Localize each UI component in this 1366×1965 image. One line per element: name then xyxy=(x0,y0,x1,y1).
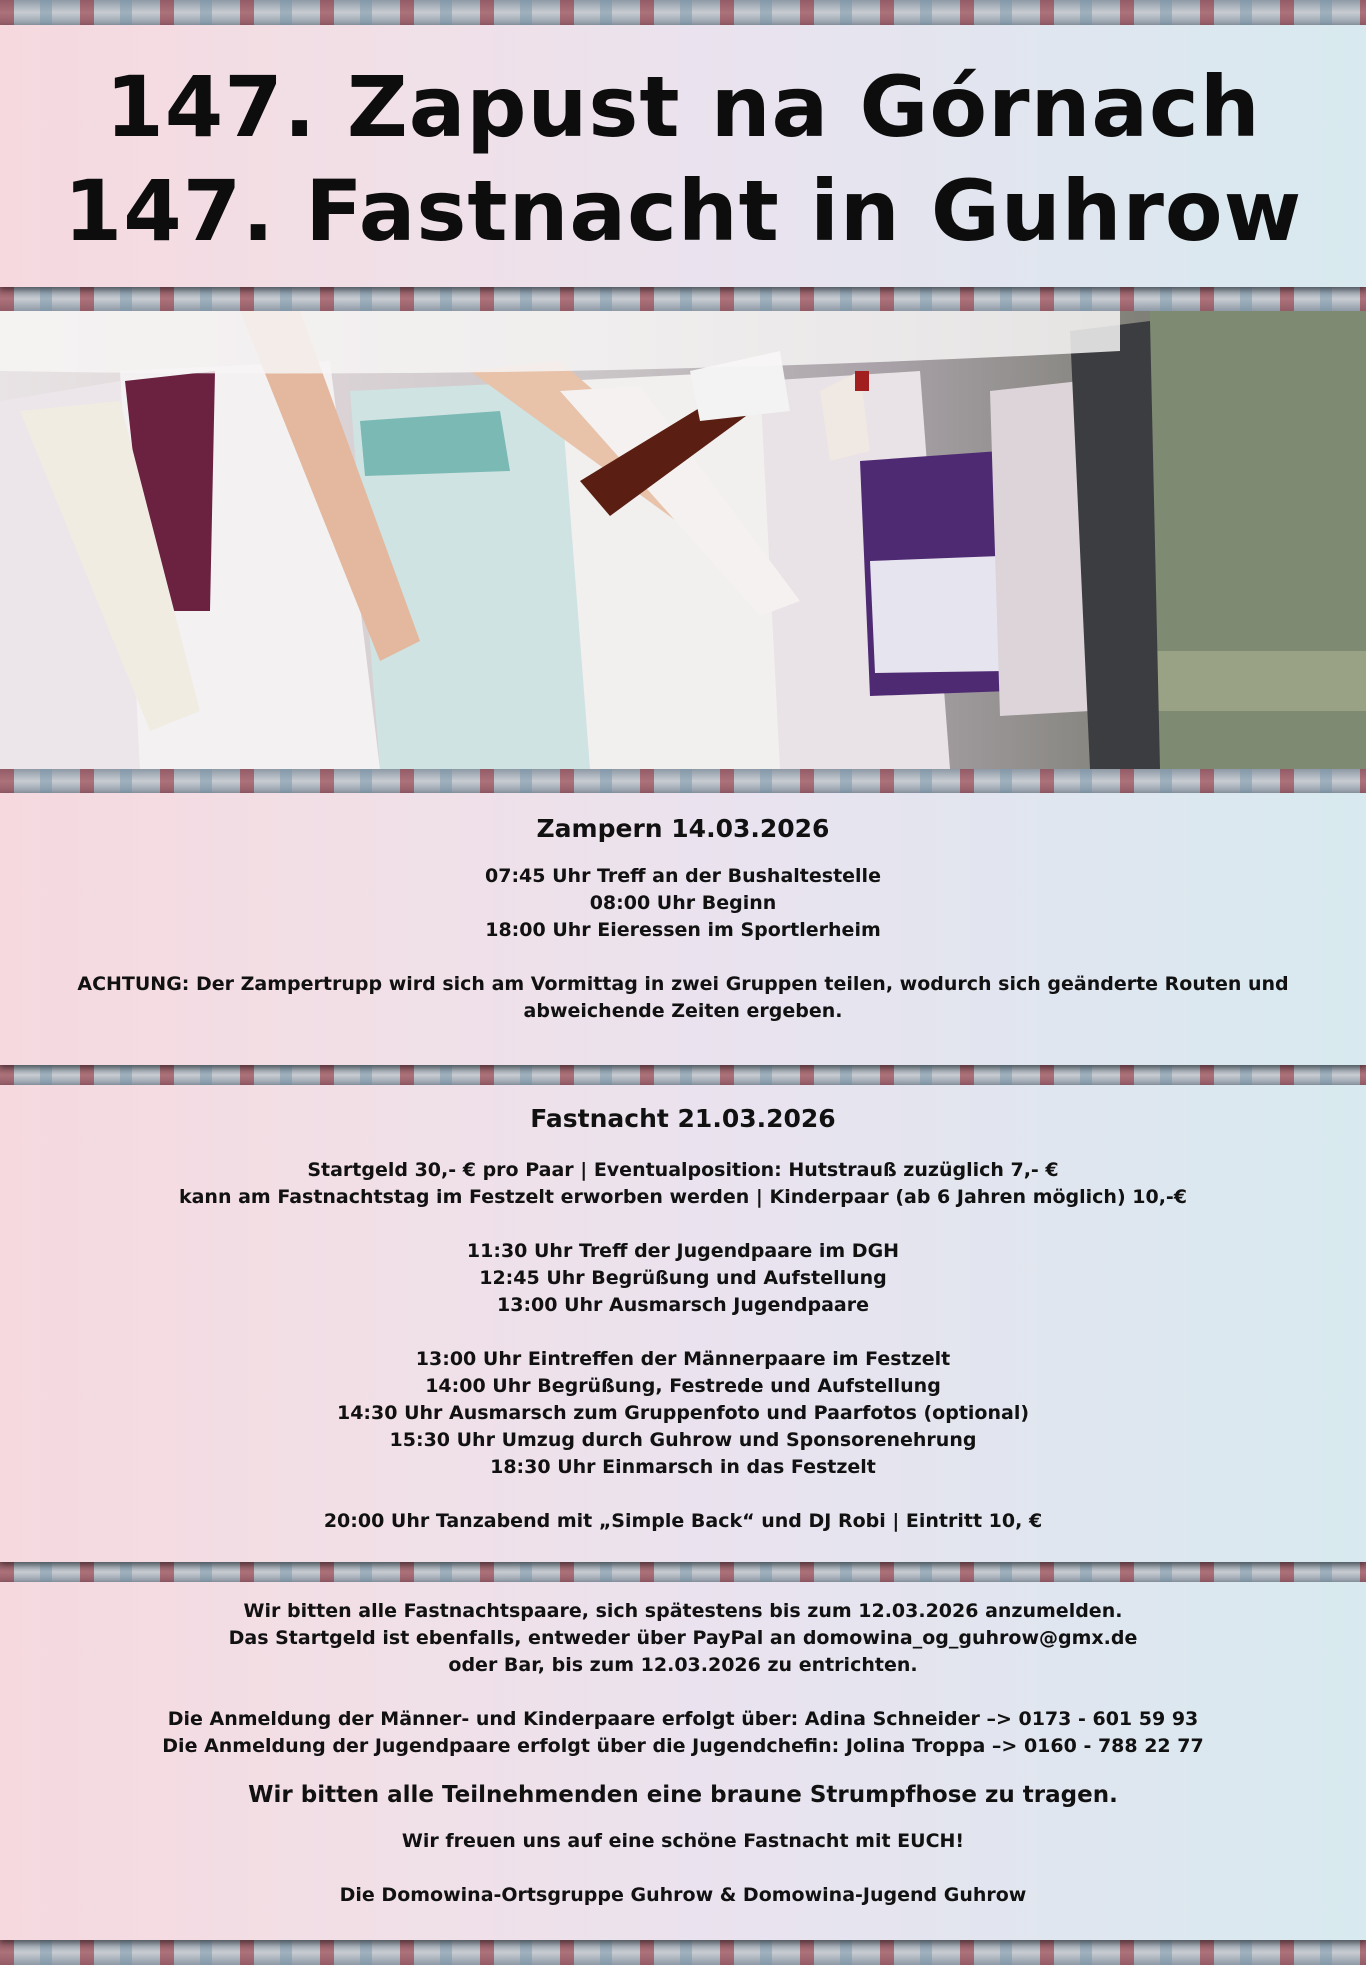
men-schedule-item: 13:00 Uhr Eintreffen der Männerpaare im Festzelt xyxy=(415,1348,951,1370)
bottom-border-band xyxy=(0,1940,1366,1965)
men-schedule-item: 14:00 Uhr Begrüßung, Festrede und Aufstellung xyxy=(425,1375,941,1397)
zampern-title: Zampern 14.03.2026 xyxy=(536,814,830,843)
fastnacht-bottom-band xyxy=(0,1562,1366,1582)
zampern-panel xyxy=(0,793,1366,1065)
photo-lace-collars xyxy=(0,311,1120,374)
fee-line2: kann am Fastnachtstag im Festzelt erworben werden | Kinderpaar (ab 6 Jahren möglich) 10,-€ xyxy=(178,1186,1188,1208)
zampern-line: 08:00 Uhr Beginn xyxy=(589,892,777,914)
top-border-band xyxy=(0,0,1366,25)
title-german: 147. Fastnacht in Guhrow xyxy=(63,162,1303,260)
signature-line: Die Domowina-Ortsgruppe Guhrow & Domowina-Jugend Guhrow xyxy=(339,1884,1027,1906)
men-schedule-item: 18:30 Uhr Einmarsch in das Festzelt xyxy=(490,1456,876,1478)
registration-line: Wir bitten alle Fastnachtspaare, sich spätestens bis zum 12.03.2026 anzumelden. xyxy=(243,1600,1123,1622)
title-sorbian: 147. Zapust na Górnach xyxy=(105,58,1261,156)
registration-line: oder Bar, bis zum 12.03.2026 zu entrichten. xyxy=(448,1654,918,1676)
fee-line1: Startgeld 30,- € pro Paar | Eventualposition: Hutstrauß zuzüglich 7,- € xyxy=(307,1159,1059,1181)
registration-line: Das Startgeld ist ebenfalls, entweder über PayPal an domowina_og_guhrow@gmx.de xyxy=(228,1627,1138,1649)
contact-line: Die Anmeldung der Jugendpaare erfolgt über die Jugendchefin: Jolina Troppa –> 0160 - 788 22 77 xyxy=(162,1735,1204,1757)
title-panel xyxy=(0,25,1366,287)
zampern-line: 07:45 Uhr Treff an der Bushaltestelle xyxy=(485,865,881,887)
men-schedule-item: 15:30 Uhr Umzug durch Guhrow und Sponsorenehrung xyxy=(389,1429,977,1451)
costumed-procession-photo xyxy=(0,311,1366,769)
info-panel xyxy=(0,1582,1366,1940)
photo-bottom-band xyxy=(0,769,1366,793)
youth-schedule-item: 12:45 Uhr Begrüßung und Aufstellung xyxy=(479,1267,887,1289)
fastnacht-title: Fastnacht 21.03.2026 xyxy=(530,1104,836,1133)
men-schedule-item: 14:30 Uhr Ausmarsch zum Gruppenfoto und Paarfotos (optional) xyxy=(336,1402,1030,1424)
stockings-note: Wir bitten alle Teilnehmenden eine braune Strumpfhose zu tragen. xyxy=(248,1782,1118,1808)
zampern-note-line1: ACHTUNG: Der Zampertrupp wird sich am Vormittag in zwei Gruppen teilen, wodurch sich geänderte Routen und xyxy=(77,973,1289,995)
youth-schedule-item: 13:00 Uhr Ausmarsch Jugendpaare xyxy=(497,1294,869,1316)
evening-dance-line: 20:00 Uhr Tanzabend mit „Simple Back“ und DJ Robi | Eintritt 10, € xyxy=(323,1510,1043,1532)
fastnacht-panel xyxy=(0,1085,1366,1562)
photo-teal-apron xyxy=(360,411,510,476)
youth-schedule-item: 11:30 Uhr Treff der Jugendpaare im DGH xyxy=(466,1240,900,1262)
welcome-line: Wir freuen uns auf eine schöne Fastnacht mit EUCH! xyxy=(401,1830,965,1852)
zampern-bottom-band xyxy=(0,1065,1366,1085)
zampern-line: 18:00 Uhr Eieressen im Sportlerheim xyxy=(485,919,881,941)
zampern-note-line2: abweichende Zeiten ergeben. xyxy=(523,1000,843,1022)
title-bottom-band xyxy=(0,287,1366,311)
photo-illustration xyxy=(0,311,1366,769)
contact-line: Die Anmeldung der Männer- und Kinderpaare erfolgt über: Adina Schneider –> 0173 - 601 59 93 xyxy=(167,1708,1199,1730)
